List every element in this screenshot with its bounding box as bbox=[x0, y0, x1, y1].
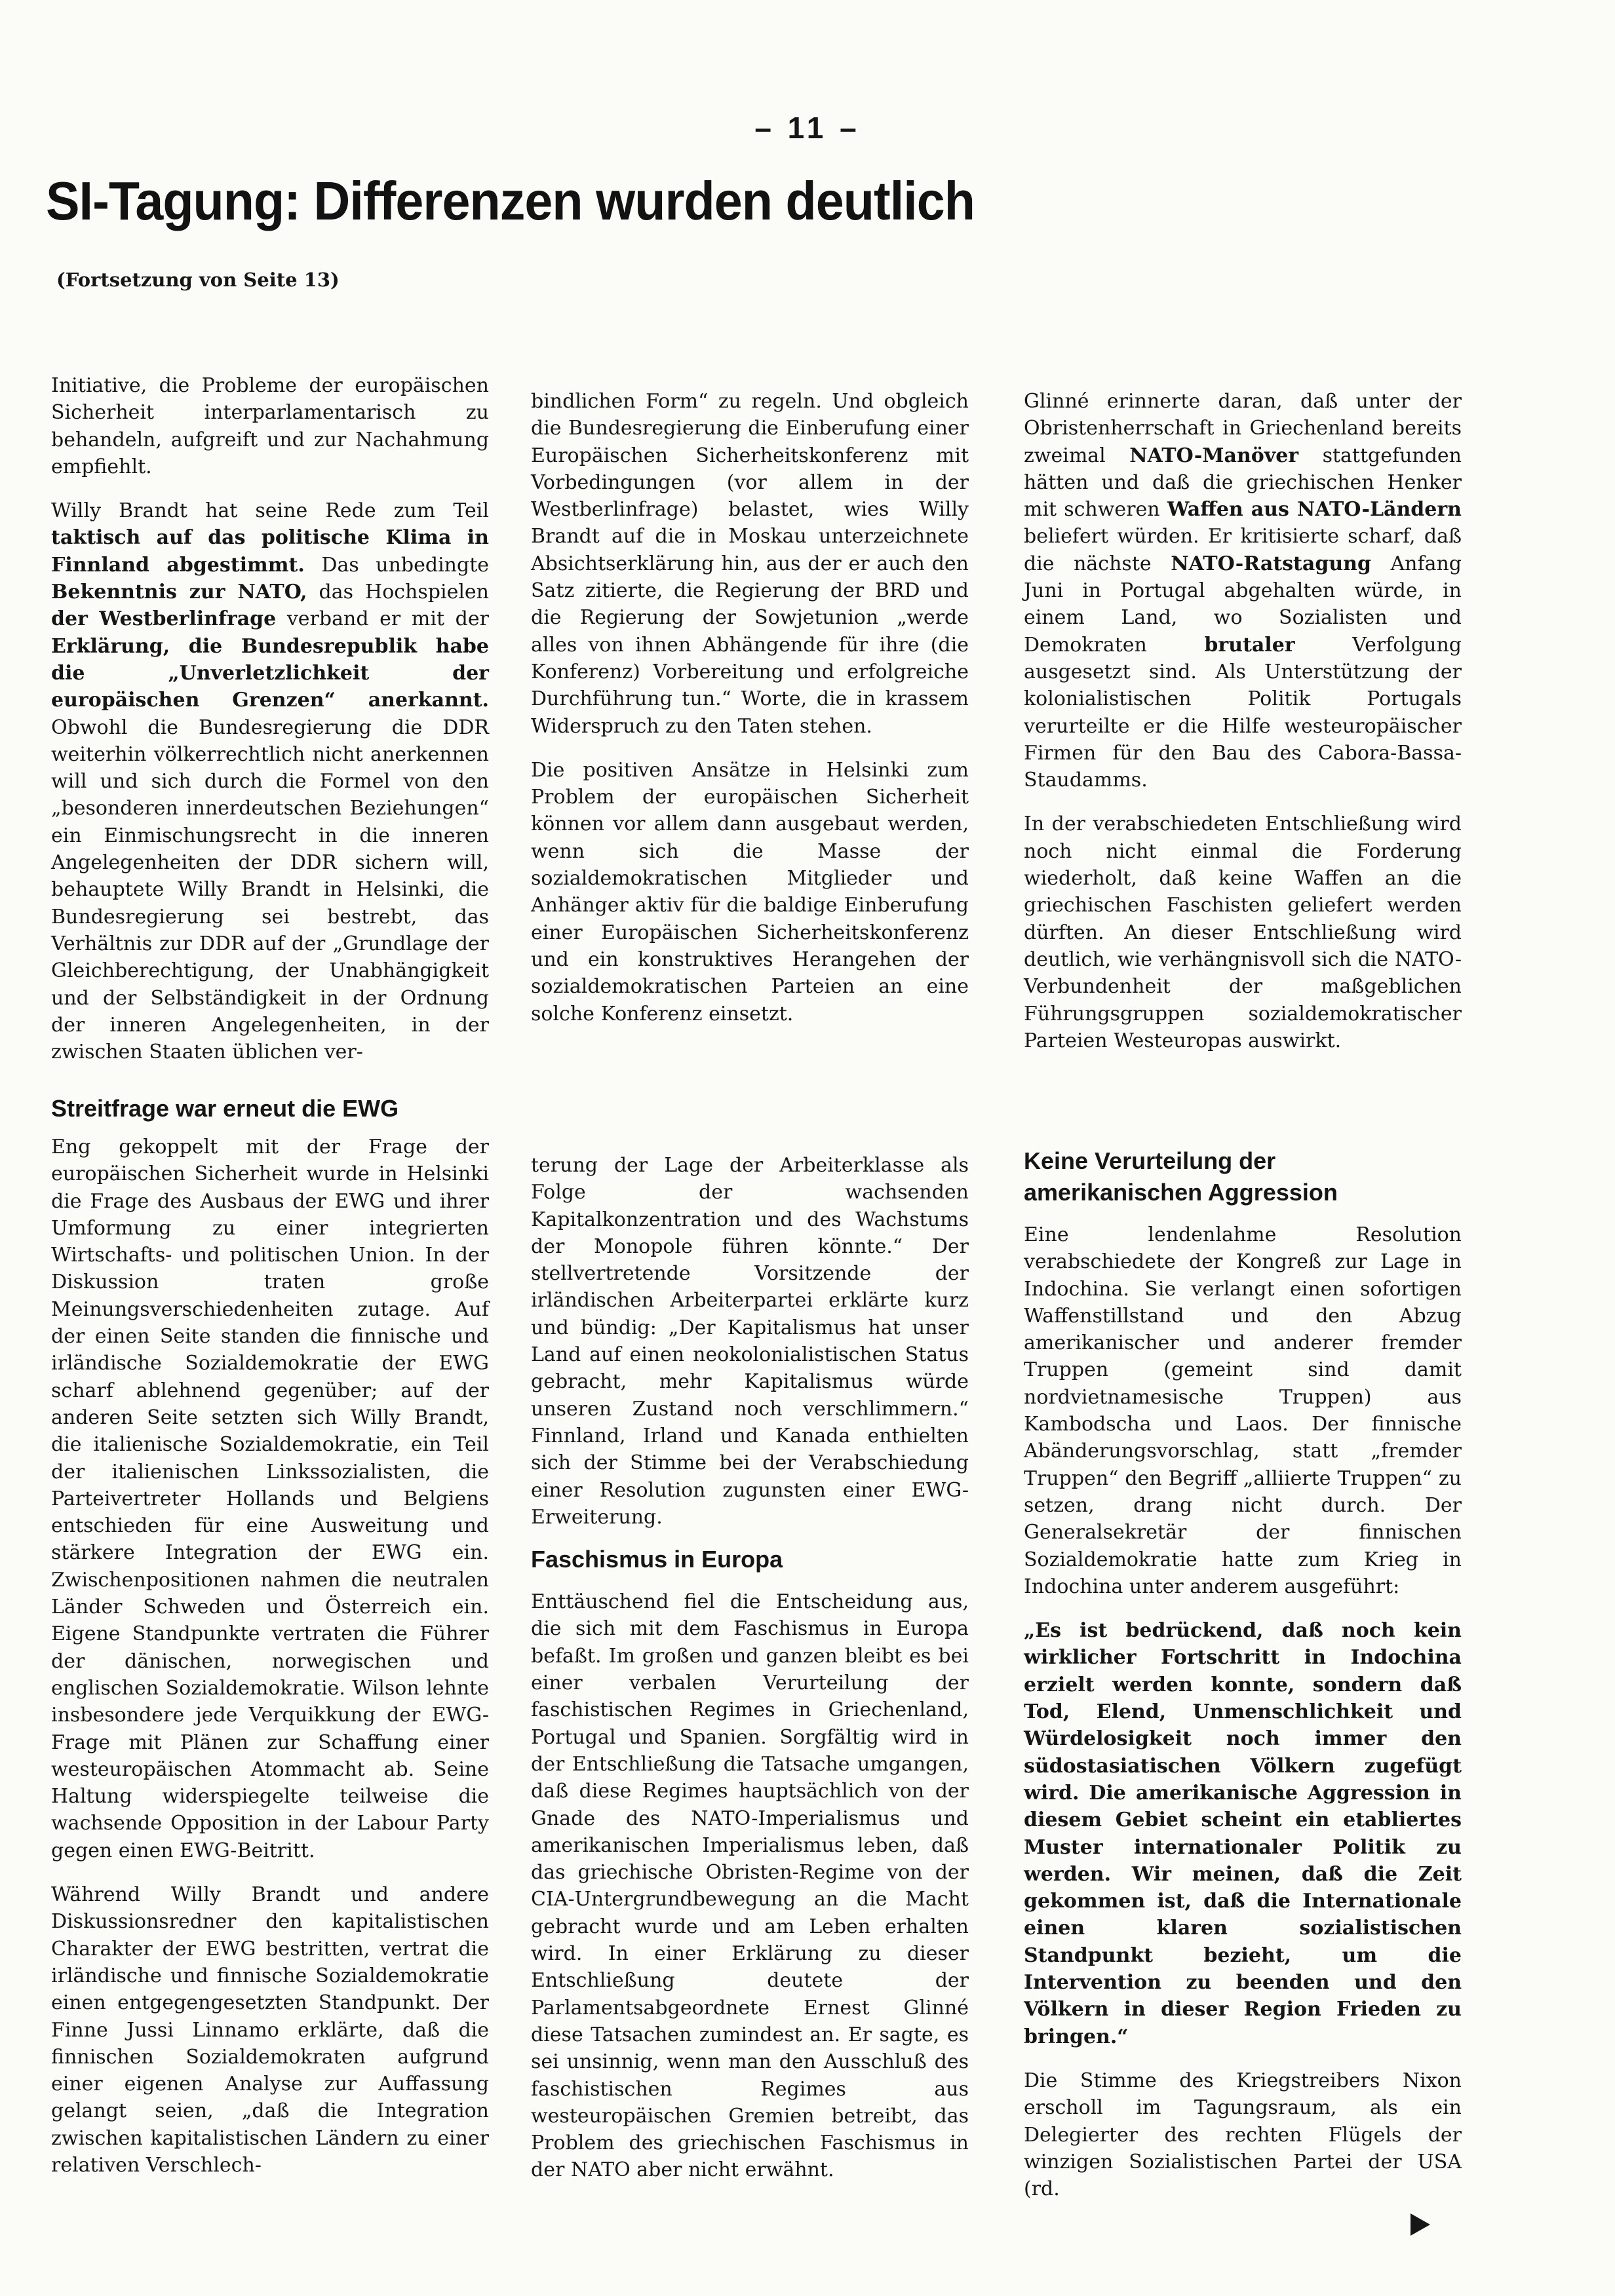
heading-line: amerikanischen Aggression bbox=[1024, 1179, 1338, 1206]
text-run: Obwohl die Bundesregierung die DDR weiterhin völkerrechtlich nicht anerkennen will und sich durch die Formel von den „besonderen innerdeutschen Beziehungen“ ein Einmischungsrecht in die inneren Angelegenheiten der DDR sichern will, behauptete Willy Brandt in Helsinki, die Bundesregierung sei bestrebt, das Verhältnis zur DDR auf der „Grundlage der Gleichberechtigung, der Unabhängigkeit und der Selbständigkeit in der Ordnung der inneren Angelegenheiten, in der zwischen Staaten üblichen ver- bbox=[51, 716, 489, 1064]
quote-paragraph: „Es ist bedrückend, daß noch kein wirklicher Fortschritt in Indochina erzielt werden konnte, sondern daß Tod, Elend, Unmenschlichkeit und Würdelosigkeit noch immer den südostasiatischen Völkern zugefügt wird. Die amerikanische Aggression in diesem Gebiet scheint ein etabliertes Muster internationaler Politik zu werden. Wir meinen, daß die Zeit gekommen ist, daß die Internationale einen klaren sozialistischen Standpunkt bezieht, um die Intervention zu beenden und den Völkern in dieser Region Frieden zu bringen.“ bbox=[1024, 1619, 1462, 2048]
column-1-top bbox=[51, 372, 489, 1065]
headline: SI-Tagung: Differenzen wurden deutlich bbox=[46, 170, 975, 231]
paragraph: Die positiven Ansätze in Helsinki zum Problem der europäischen Sicherheit können vor allem dann ausgebaut werden, wenn sich die Masse der sozialdemokratischen Mitglieder und Anhänger aktiv für die baldige Einberufung einer Europäischen Sicherheitskonferenz und ein konstruktives Herangehen der sozialdemokratischen Parteien an eine solche Konferenz einsetzt. bbox=[531, 758, 969, 1025]
bold-run: NATO-Manöver bbox=[1129, 444, 1299, 467]
paragraph: Die Stimme des Kriegstreibers Nixon erscholl im Tagungsraum, als ein Delegierter des rechten Flügels der winzigen Sozialistischen Partei der USA (rd. bbox=[1024, 2069, 1462, 2201]
bold-run: Erklärung, die Bundesrepublik habe die „Unverletzlichkeit der europäischen Grenzen“ anerkannt. bbox=[51, 634, 489, 712]
text-run: Verfolgung ausgesetzt sind. Als Unterstützung der kolonialistischen Politik Portugals verurteilte er die Hilfe westeuropäischer Firmen für den Bau des Cabora-Bassa-Staudamms. bbox=[1024, 633, 1462, 792]
section-heading: Streitfrage war erneut die EWG bbox=[51, 1095, 399, 1122]
text-run: Glinné erinnerte daran, daß unter der Obristenherrschaft in Griechenland bereits zweimal bbox=[1024, 390, 1462, 467]
bold-run: der Westberlinfrage bbox=[51, 607, 277, 631]
section-heading: Faschismus in Europa bbox=[531, 1546, 783, 1573]
paragraph: Initiative, die Probleme der europäischen Sicherheit interparlamentarisch zu behandeln, aufgreift und zur Nachahmung empfiehlt. bbox=[51, 374, 489, 478]
text-run: das Hochspielen bbox=[307, 581, 489, 604]
column-1-bottom bbox=[51, 1093, 489, 2179]
bold-run: brutaler bbox=[1204, 633, 1295, 657]
paragraph bbox=[51, 497, 489, 1065]
column-3-top bbox=[1024, 388, 1462, 1054]
text-run: stattgefunden hätten und daß die griechischen Henker mit schweren bbox=[1024, 444, 1462, 522]
continuation-note: (Fortsetzung von Seite 13) bbox=[56, 269, 340, 291]
paragraph: bindlichen Form“ zu regeln. Und obgleich die Bundesregierung die Einberufung einer Europäischen Sicherheitskonferenz mit Vorbedingungen (vor allem in der Westberlinfrage) belastet, wies Willy Brandt auf die in Moskau unterzeichnete Absichtserklärung hin, aus der er auch den Satz zitierte, die Regierung der BRD und die Regierung der Sowjetunion „werde alles von ihnen Abhängende für ihre (die Konferenz) Vorbereitung und erfolgreiche Durchführung tun.“ Worte, die in krassem Widerspruch zu den Taten stehen. bbox=[531, 390, 969, 738]
column-2-top bbox=[531, 388, 969, 1027]
bold-run: taktisch auf das politische Klima in Finnland abgestimmt. bbox=[51, 526, 489, 577]
page-number: – 11 – bbox=[754, 111, 861, 145]
bold-run: Bekenntnis zur NATO, bbox=[51, 581, 307, 604]
paragraph: Enttäuschend fiel die Entscheidung aus, die sich mit dem Faschismus in Europa befaßt. Im großen und ganzen bleibt es bei einer verbalen Verurteilung der faschistischen Regimes in Griechenland, Portugal und Spanien. Sorgfältig wird in der Entschließung die Tatsache umgangen, daß diese Regimes hauptsächlich von der Gnade des NATO-Imperialismus und amerikanischen Imperialismus leben, daß das griechische Obristen-Regime von der CIA-Untergrundbewegung an die Macht gebracht wurde und am Leben erhalten wird. In einer Erklärung zu dieser Entschließung deutete der Parlamentsabgeordnete Ernest Glinné diese Tatsachen zumindest an. Er sagte, es sei unsinnig, wenn man den Ausschluß des faschistischen Regimes aus westeuropäischen Gremien betreibt, das Problem des griechischen Faschismus in der NATO aber nicht erwähnt. bbox=[531, 1590, 969, 2182]
paragraph: terung der Lage der Arbeiterklasse als Folge der wachsenden Kapitalkonzentration und des Wachstums der Monopole führen könnte.“ Der stellvertretende Vorsitzende der irländischen Arbeiterpartei erklärte kurz und bündig: „Der Kapitalismus hat unser Land auf einen neokolonialistischen Status gebracht, mehr Kapitalismus würde unseren Zustand noch verschlimmern.“ Finnland, Irland und Kanada enthielten sich der Stimme bei der Verabschiedung einer Resolution zugunsten einer EWG-Erweiterung. bbox=[531, 1154, 969, 1529]
bold-run: Waffen aus NATO-Ländern bbox=[1167, 498, 1462, 522]
text-run: beliefert würden. Er kritisierte scharf, daß die nächste bbox=[1024, 525, 1462, 575]
text-run: Anfang Juni in Portugal abgehalten würde, in einem Land, wo Sozialisten und Demokraten bbox=[1024, 552, 1462, 657]
column-2-bottom bbox=[531, 1152, 969, 2184]
heading-line: Keine Verurteilung der bbox=[1024, 1147, 1276, 1174]
text-run: Das unbedingte bbox=[304, 553, 490, 577]
paragraph: Eng gekoppelt mit der Frage der europäischen Sicherheit wurde in Helsinki die Frage des Ausbaus der EWG und ihrer Umformung zu einer integrierten Wirtschafts- und politischen Union. In der Diskussion traten große Meinungsverschiedenheiten zutage. Auf der einen Seite standen die finnische und irländische Sozialdemokratie der EWG scharf ablehnend gegenüber; auf der anderen Seite setzten sich Willy Brandt, die italienische Sozialdemokratie, ein Teil der italienischen Linkssozialisten, die Parteivertreter Hollands und Belgiens entschieden für eine Ausweitung und stärkere Integration der EWG ein. Zwischenpositionen nahmen die neutralen Länder Schweden und Österreich ein. Eigene Standpunkte vertraten die Führer der dänischen, norwegischen und englischen Sozialdemokratie. Wilson lehnte insbesondere jede Verquikkung der EWG-Frage mit Plänen zur Schaffung einer westeuropäischen Atommacht ab. Seine Haltung widerspiegelte teilweise die wachsende Opposition in der Labour Party gegen einen EWG-Beitritt. bbox=[51, 1136, 489, 1862]
paragraph: In der verabschiedeten Entschließung wird noch nicht einmal die Forderung wiederholt, daß keine Waffen an die griechischen Faschisten geliefert werden dürften. An dieser Entschließung wird deutlich, wie verhängnisvoll sich die NATO-Verbundenheit der maßgeblichen Führungsgruppen sozialdemokratischer Parteien Westeuropas auswirkt. bbox=[1024, 813, 1462, 1052]
paragraph: Während Willy Brandt und andere Diskussionsredner den kapitalistischen Charakter der EWG bestritten, vertrat die irländische und finnische Sozialdemokratie einen entgegengesetzten Standpunkt. Der Finne Jussi Linnamo erklärte, daß die finnischen Sozialdemokraten aufgrund einer eigenen Analyse zur Auffassung gelangt seien, „daß die Integration zwischen kapitalistischen Ländern zu einer relativen Verschlech- bbox=[51, 1883, 489, 2177]
section-heading bbox=[1024, 1145, 1462, 1208]
column-3-bottom bbox=[1024, 1145, 1462, 2202]
paragraph: Eine lendenlahme Resolution verabschiedete der Kongreß zur Lage in Indochina. Sie verlangt einen sofortigen Waffenstillstand und den Abzug amerikanischer und anderer fremder Truppen (gemeint sind damit nordvietnamesische Truppen) aus Kambodscha und Laos. Der finnische Abänderungsvorschlag, statt „fremder Truppen“ den Begriff „alliierte Truppen“ zu setzen, drang nicht durch. Der Generalsekretär der finnischen Sozialdemokratie hatte zum Krieg in Indochina unter anderem ausgeführt: bbox=[1024, 1223, 1462, 1598]
bold-run: NATO-Ratstagung bbox=[1171, 552, 1371, 575]
text-run: verband er mit der bbox=[276, 607, 489, 631]
continue-arrow-icon bbox=[1411, 2213, 1430, 2236]
paragraph bbox=[1024, 388, 1462, 794]
text-run: Willy Brandt hat seine Rede zum Teil bbox=[51, 499, 489, 523]
